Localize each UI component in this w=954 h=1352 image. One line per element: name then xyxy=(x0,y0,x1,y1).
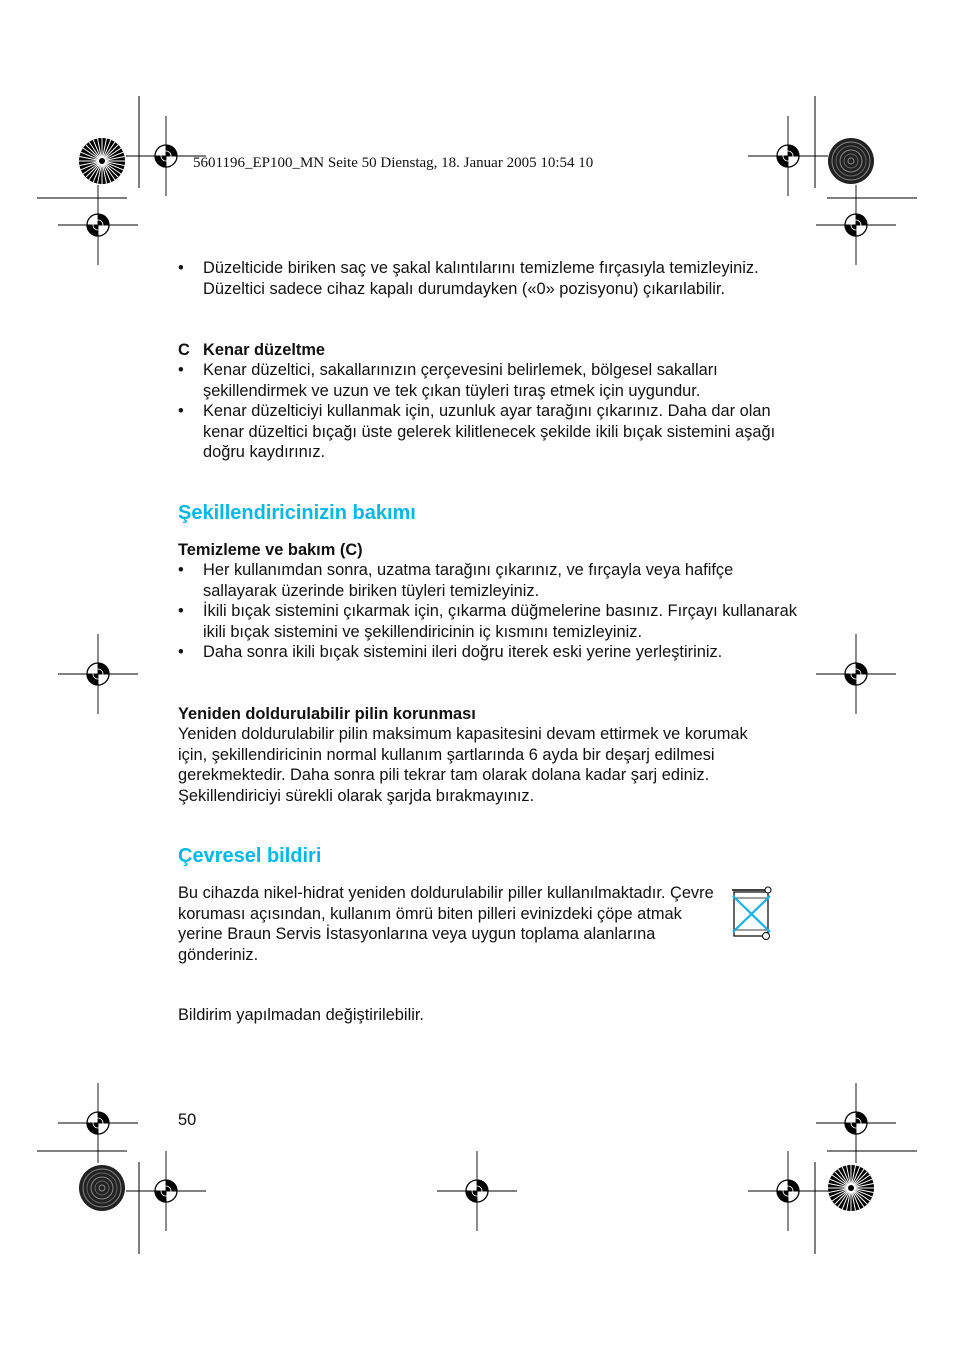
print-header: 5601196_EP100_MN Seite 50 Dienstag, 18. Januar 2005 10:54 10 xyxy=(193,155,594,171)
environment-text: Bu cihazda nikel-hidrat yeniden doldurulabilir piller kullanılmaktadır. Çevre koruması açısından, kullanım ömrü biten pilleri evinizdeki çöpe atmak yerine Braun Servis İstasyonlarına veya uygun toplama alanlarına gönderiniz. xyxy=(178,884,714,964)
section-heading-environment: Çevresel bildiri xyxy=(178,845,322,867)
bullet-marker: • xyxy=(178,402,184,420)
corner-star-mark xyxy=(828,1165,874,1211)
page-number: 50 xyxy=(178,1111,197,1129)
registration-mark xyxy=(58,634,138,714)
battery-text: Yeniden doldurulabilir pilin maksimum kapasitesini devam ettirmek ve korumak için, şekillendiricinin normal kullanım şartlarında 6 ayda bir deşarj edilmesi gerekmektedir. Daha sonra pili tekrar tam olarak dolana kadar şarj ediniz. Şekillendiriciyi sürekli olarak şarjda bırakmayınız. xyxy=(178,725,748,805)
bullet-text: Kenar düzeltici, sakallarınızın çerçevesini belirlemek, bölgesel sakalları şekillendirmek ve uzun ve tek çıkan tüyleri tıraş etmek için uygundur. xyxy=(203,361,718,400)
registration-mark xyxy=(437,1151,517,1231)
bullet-text: İkili bıçak sistemini çıkarmak için, çıkarma düğmelerine basınız. Fırçayı kullanarak ikili bıçak sistemini ve şekillendiricinin iç kısmını temizleyiniz. xyxy=(203,602,797,641)
registration-mark xyxy=(748,116,828,196)
cleaning-title: Temizleme ve bakım (C) xyxy=(178,541,363,559)
bullet-text: Daha sonra ikili bıçak sistemini ileri doğru iterek eski yerine yerleştiriniz. xyxy=(203,643,723,661)
corner-ring-mark xyxy=(79,1165,125,1211)
registration-mark xyxy=(816,634,896,714)
bullet-marker: • xyxy=(178,602,184,620)
bullet-text: Kenar düzelticiyi kullanmak için, uzunluk ayar tarağını çıkarınız. Daha dar olan kenar düzeltici bıçağı üste gelerek kilitlenecek şekilde ikili bıçak sistemini aşağı doğru kaydırınız. xyxy=(203,402,776,461)
registration-mark xyxy=(126,1151,206,1231)
registration-mark xyxy=(816,185,896,265)
crossed-out-wheelie-bin-icon xyxy=(730,884,776,944)
bullet-marker: • xyxy=(178,561,184,579)
registration-mark xyxy=(748,1151,828,1231)
bullet-marker: • xyxy=(178,259,184,277)
registration-mark xyxy=(58,185,138,265)
corner-star-mark xyxy=(79,138,125,184)
corner-ring-mark xyxy=(828,138,874,184)
bullet-text: Her kullanımdan sonra, uzatma tarağını çıkarınız, ve fırçayla veya hafifçe sallayarak üzerinde biriken tüyleri temizleyiniz. xyxy=(203,561,734,600)
section-title: Kenar düzeltme xyxy=(203,341,326,359)
bullet-marker: • xyxy=(178,643,184,661)
section-heading-care: Şekillendiricinizin bakımı xyxy=(178,502,416,524)
bullet-marker: • xyxy=(178,361,184,379)
bullet-text: Düzelticide biriken saç ve şakal kalıntılarını temizleme fırçasıyla temizleyiniz. Düzeltici sadece cihaz kapalı durumdayken («0» pozisyonu) çıkarılabilir. xyxy=(203,259,759,298)
notice-text: Bildirim yapılmadan değiştirilebilir. xyxy=(178,1006,424,1024)
battery-title: Yeniden doldurulabilir pilin korunması xyxy=(178,705,476,723)
section-letter: C xyxy=(178,341,190,359)
